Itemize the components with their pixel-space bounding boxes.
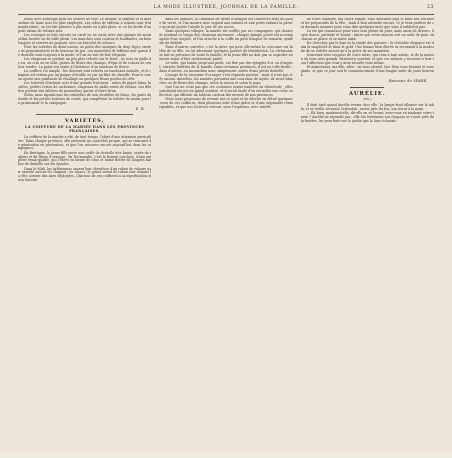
paragraph: — Eh bien, mademoiselle, dit-elle en se levant, avez-vous vu madame votre tante ? Aurélie ne répondit pas ; elle ôta lentement son chapeau et s'assit près de la fenêtre, les yeux fixés sur le jardin que la lune éclairait. (300, 110, 434, 123)
column-3 (301, 18, 434, 458)
story-subtitle: (Fin.) (363, 96, 372, 101)
paragraph: Enfin, nous signalerons les ombrelles de soie doublées de blanc, les gants de Suède et les petites bottines de coutil, qui complètent la toilette du matin pour la promenade et la campagne. (18, 93, 152, 105)
section-subtitle: LA COIFFURE DE LA MARIÉE DANS LES PROVINCES FRANÇAISES. (25, 124, 145, 133)
paragraph: Nous nous proposons de revenir sur ce sujet et de décrire en détail quelques-unes de ces coiffures, dont plusieurs sont d'une grâce et d'une originalité remarquables, et que nos lectrices verront, nous l'espérons, avec intérêt. (159, 96, 293, 109)
section-title: VARIÉTÉS. (64, 117, 105, 124)
running-title: LA MODE ILLUSTRÉE, JOURNAL DE LA FAMILLE. (153, 5, 299, 10)
paragraph: dans les familles, la couronne de fleurs d'oranger est conservée sous un globe de verre, et l'on montre avec orgueil aux enfants et aux petits-enfants la parure qu'avait portée l'aïeule le jour de ses noces. (159, 18, 293, 29)
paragraph: Que l'on ne croie pas que ces coutumes soient tombées en désuétude ; elles subsistent encore en grand nombre, et il serait facile d'en recueillir une riche collection, qui offrirait un tableau curieux des mœurs de nos provinces. (159, 84, 293, 97)
article-signature: Baronne de SPARE. (389, 78, 428, 83)
column-2 (159, 18, 292, 458)
paragraph: Ne cherchez pas le luxe ni la vanité des parures ; la véritable élégance est dans la simplicité et dans le goût. Une femme bien élevée se reconnaît à la modestie de sa toilette autant qu'à la grâce de ses manières. (300, 41, 434, 53)
running-head (18, 5, 434, 13)
paragraph: La coiffure est simple : les cheveux sont relevés en bandeaux ondulés, et le chignon est retenu par un peigne d'écaille ou par un filet de chenille. Pour le soir, on ajoute une guirlande de feuillage ou quelques fleurs posées de côté. (18, 68, 152, 81)
paragraph: Dans le Midi, les Arlésiennes ornent leur chevelure d'un ruban de velours noir enroulé autour du chignon ; en Alsace, le grand nœud de ruban noir domine la tête comme des ailes déployées. Chacune de ces coiffures a sa signification et son histoire. (18, 166, 152, 183)
page-number: 23 (426, 5, 434, 10)
story-title: AURÉLIE. (348, 90, 386, 97)
paragraph: En Bretagne, la jeune fille porte une coiffe de dentelle très haute, ornée de rubans et de fleurs d'oranger ; en Normandie, c'est le bonnet cauchois, d'une ampleur remarquable, qui s'élève en forme de cône et laisse flotter de longues barbes de dentelle sur les épaules. (18, 150, 152, 167)
ornament-divider (301, 87, 434, 88)
paragraph: Souvenez-vous toujours de votre mère, qui vous a tant aimée, et de la maison où vous avez grandi. Revenez-y souvent, et que vos enfants y trouvent à leur tour l'affection que vous y avez trouvée vous-même. (300, 53, 434, 65)
paragraph: de votre chambre, ma chère enfant, vous entendez déjà le bruit des voitures et les préparatifs de la fête ; mais il faut attendre encore, et je veux profiter de ces derniers instants pour vous dire quelques mots que vous n'oublierez pas. (300, 18, 434, 29)
paragraph: La vie qui commence pour vous sera pleine de joies, mais aussi de devoirs. Soyez douce, patiente et bonne ; faites que votre maison soit un asile de paix, où chacun se plaise et se sente aimé. (300, 29, 434, 41)
header-rule (18, 14, 434, 15)
paragraph: La coiffure de la mariée a été, de tout temps, l'objet d'une attention particulière. Dans chaque province, elle présente un caractère propre, qui se transmet de génération en génération, et que l'on retrouve encore aujourd'hui dans les campagnes. (18, 134, 152, 151)
article-signature: E. R. (135, 106, 146, 111)
ornament-line (350, 87, 384, 88)
paragraph: Il était tard quand Aurélie rentra chez elle ; la lampe était allumée sur la table, et sa vieille servante l'attendait, assise près du feu, son tricot à la main. (300, 102, 434, 111)
section-divider (36, 114, 133, 115)
column-1 (18, 18, 151, 458)
paragraph: Et maintenant, ma fille, allez : on vous attend. Que Dieu vous bénisse et vous garde, et que ce jour soit le commencement d'une longue suite de jours heureux. (300, 65, 434, 77)
paragraph: Les chapeaux se portent un peu plus relevés sur le front ; ils sont en paille de riz, en crin ou en tulle, garnis de fleurs des champs, d'épis et de rubans de couleur tendre. La passe est ornée à l'intérieur d'un bandeau de fleurs. (18, 56, 152, 69)
paragraph: Le voile, qui tombe jusqu'aux pieds, est fixé par des épingles d'or ou d'argent, souvent héritées de la famille. Dans certaines provinces, il est en tulle brodé ; dans d'autres, en mousseline unie, simplement ourlée d'une petite dentelle. (159, 60, 293, 73)
paragraph: Dans quelques villages, la mariée est coiffée par ses compagnes, qui chantent pendant ce temps des chansons anciennes ; chaque épingle posée est accompagnée d'un couplet, et l'on attache à la coiffe un petit bouquet de romarin, symbole de fidélité. (159, 29, 293, 45)
paragraph: L'usage de la couronne d'oranger s'est répandu partout ; mais il n'est pas très ancien. Autrefois, les mariées portaient une couronne de myrte, de roses blanches ou de fleurs des champs, selon la saison et selon le pays. (159, 72, 293, 85)
paragraph: Pour les toilettes de demi-saison, on porte des casaques de drap léger, ornées de passementerie et de boutons de jais. Les mantelets de taffetas noir garnis de dentelle sont toujours à la mode, et l'on en voit de fort élégants. (18, 44, 152, 57)
paragraph: tenus avec avantage pour les soirées de ville. Le mohair, le taffetas et la mousseline de laine sont les plus employés. Les robes de taffetas à volants sont très nombreuses ; on les fait plissées à plis ronds ou à plis plats, et on les borde d'un petit ruban de velours noir. (18, 18, 152, 33)
paragraph: Les toilettes d'enfants sont d'une grande fraîcheur : robes de piqué blanc brodées, petites vestes de cachemire, chapeaux de paille ornés de rubans. Les fillettes portent des tabliers de mousseline garnis d'entre-deux. (18, 80, 152, 93)
text-columns (18, 18, 434, 458)
paragraph: Les corsages se font ouverts en carré ou en cœur, avec une guimpe de mousseline brodée ou de tulle plissé. Les manches sont courtes et bouffantes, ou bien longues et serrées au poignet, avec un bracelet de velours. (18, 32, 152, 45)
paragraph: Dans d'autres contrées, c'est la mère qui pose elle-même la couronne sur la tête de sa fille, en lui adressant quelques paroles de bénédiction. La cérémonie se fait en présence de toute la famille, et la jeune fille ne doit pas se regarder au miroir avant d'être entièrement parée. (159, 44, 293, 61)
